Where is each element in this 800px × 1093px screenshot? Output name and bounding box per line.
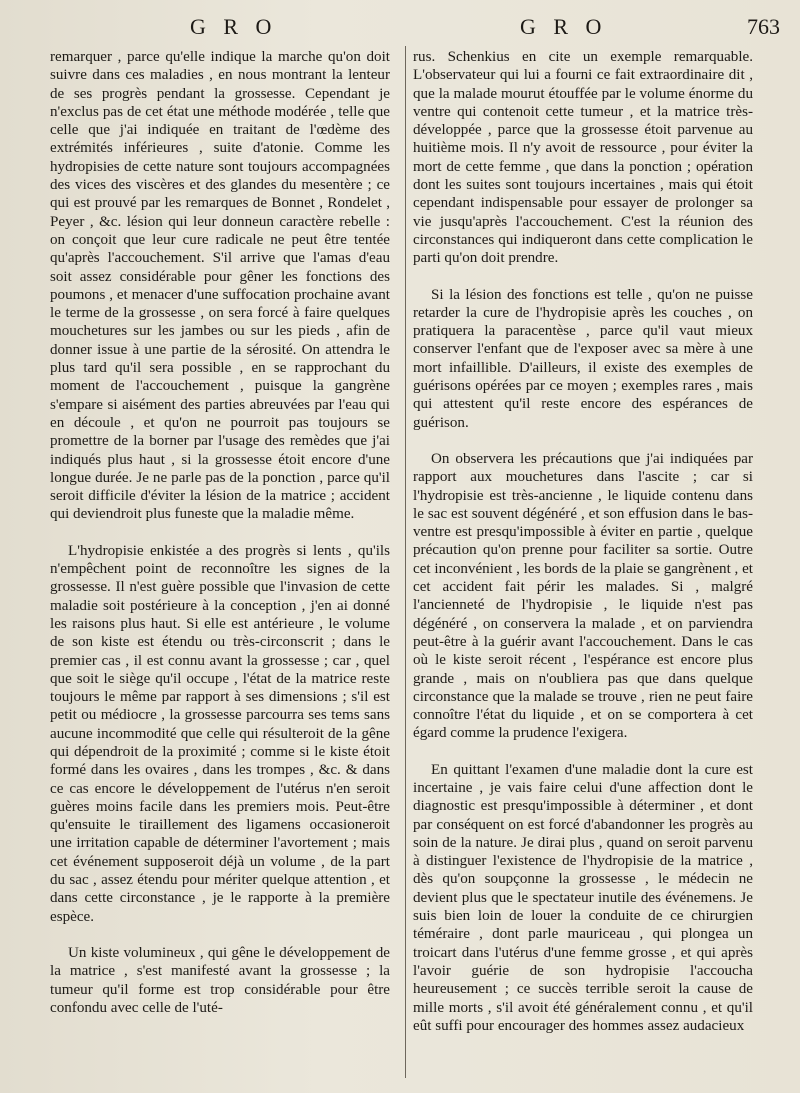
paragraph: En quittant l'examen d'une maladie dont la cure est incertaine , je vais faire celui d'une affection dont le diagnostic est presqu'impossible à déterminer , et dont par conséquent on est forcé d'abandonner les progrès au soin de la nature. Je dirai plus , quand on seroit parvenu à distinguer l'existence de l'hydropisie de la matrice , dès qu'on soupçonne la grossesse , le médecin ne devient plus que le spectateur inutile des événemens. Je suis bien loin de louer la conduite de ce chirurgien téméraire , dont parle mauriceau , qui plongea un troicart dans l'utérus d'une femme grosse , et qui après l'avoir guérie de son hydropisie l'accoucha heureusement ; ce succès terrible seroit la cause de mille morts , s'il avoit été généralement connu , et qu'il eût suffi pour encourager des hommes assez audacieux	[413, 761, 753, 1034]
paragraph: Un kiste volumineux , qui gêne le développement de la matrice , s'est manifesté avant la grossesse ; la tumeur qu'il forme est trop considérable pour être confondu avec celle de l'uté-	[50, 944, 390, 1016]
paragraph: L'hydropisie enkistée a des progrès si lents , qu'ils n'empêchent point de reconnoître les signes de la grossesse. Il n'est guère possible que l'invasion de cette maladie soit postérieure à la conception , j'en ai donné les raisons plus haut. Si elle est antérieure , le volume de son kiste est étendu ou très-circonscrit ; dans le premier cas , il est connu avant la grossesse ; car , quel que soit le siège qu'il occupe , l'état de la matrice reste toujours le même par rapport à ses dimensions ; s'il est petit ou médiocre , la grossesse parcourra ses tems sans aucune incommodité que celle qui résulteroit de la gêne qui dépendroit de la proximité ; comme si le kiste étoit formé dans les ovaires , dans les trompes , &c. & dans ce cas encore le développement de l'utérus n'en seroit guères moins facile dans les premiers mois. Peut-être qu'ensuite le tiraillement des ligamens occasioneroit une irritation capable de déterminer l'avortement ; mais cet événement supposeroit déjà un volume , de la part du sac , assez étendu pour mériter quelque attention , et dans cette circonstance , je le rapporte à la première espèce.	[50, 542, 390, 925]
right-column	[413, 48, 753, 1035]
left-column	[50, 48, 390, 1017]
paragraph: On observera les précautions que j'ai indiquées par rapport aux mouchetures dans l'ascite ; car si l'hydropisie est très-ancienne , le liquide contenu dans le sac est souvent dégénéré , et son effusion dans le bas-ventre est presqu'impossible à éviter en partie , quelque précaution qu'on prenne pour faciliter sa sortie. Outre cet inconvénient , les bords de la plaie se gangrènent , et cet accident fait périr les malades. Si , malgré l'ancienneté de l'hydropisie , le liquide n'est pas dégénéré , on conservera la malade , et on parviendra peut-être à la guérir avant l'accouchement. Dans le cas où le kiste seroit récent , l'espérance est encore plus grande , mais on n'oubliera pas que dans quelque circonstance que la malade se trouve , rien ne peut faire connoître l'état du liquide , et on se comportera à cet égard comme la prudence l'exigera.	[413, 450, 753, 742]
column-divider	[405, 46, 406, 1078]
page-number: 763	[747, 14, 780, 39]
paragraph: rus. Schenkius en cite un exemple remarquable. L'observateur qui lui a fourni ce fait extraordinaire dit , que la malade mourut étouffée par le volume énorme du ventre qui contenoit cette tumeur , et la matrice très-développée , parce que la grossesse étoit parvenue au huitième mois. Il n'y avoit de ressource , pour éviter la mort de cette femme , que dans la ponction ; opération dont les suites sont toujours incertaines , mais qui étoit cependant indispensable pour essayer de prolonger sa vie jusqu'après l'accouchement. C'est la réunion des circonstances qui indiqueront dans cette complication le parti qu'on doit prendre.	[413, 49, 753, 267]
paragraph: Si la lésion des fonctions est telle , qu'on ne puisse retarder la cure de l'hydropisie après les couches , on pratiquera la paracentèse , parce qu'il vaut mieux conserver l'enfant que de l'exposer avec sa mère à une mort infaillible. D'ailleurs, il existe des exemples de guérisons opérées par ce moyen ; exemples rares , mais qui attestent qu'il reste encore des espérances de guérison.	[413, 286, 753, 431]
running-head-right: G R O	[520, 14, 608, 39]
running-head-left: G R O	[190, 14, 278, 39]
paragraph: remarquer , parce qu'elle indique la marche qu'on doit suivre dans ces maladies , en nous montrant la lenteur de ses progrès pendant la grossesse. Cependant je n'exclus pas de cet état une méthode modérée , telle que celle que j'ai indiquée en traitant de l'œdème des extrémités inférieures , suite d'atonie. Comme les hydropisies de cette nature sont toujours accompagnées des vices des viscères et des glandes du mesentère ; ce qui est prouvé par les remarques de Bonnet , Rondelet , Peyer , &c. lésion qui leur donneun caractère rebelle : on conçoit que leur cure radicale ne peut être tentée qu'après l'accouchement. S'il arrive que l'amas d'eau soit assez considérable pour gêner les fonctions des poumons , et menacer d'une suffocation prochaine avant le terme de la grossesse , on sera forcé à faire quelques mouchetures sur les jambes ou sur les pieds , afin de donner issue à une partie de la sérosité. On attendra le plus tard qu'il sera possible , en se rapprochant du moment de l'accouchement , puisque la gangrène s'empare si aisément des parties abreuvées par l'eau qui en découle , et qu'on ne pourroit pas toujours se promettre de la borner par l'usage des remèdes que j'ai indiqués plus haut , si la grossesse étoit encore d'une longue durée. Je ne parle pas de la ponction , parce qu'il seroit difficile d'éviter la lésion de la matrice ; accident qui deviendroit plus funeste que la maladie même.	[50, 49, 390, 523]
